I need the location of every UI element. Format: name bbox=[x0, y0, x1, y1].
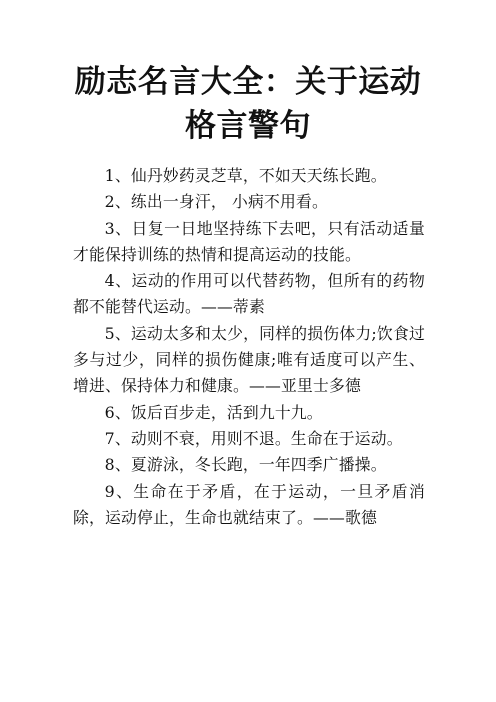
quote-item-8: 8、夏游泳，冬长跑，一年四季广播操。 bbox=[104, 455, 387, 475]
quote-item-2: 2、练出一身汗， 小病不用看。 bbox=[104, 192, 329, 212]
page-title: 励志名言大全：关于运动格言警句 bbox=[74, 64, 422, 144]
quote-list bbox=[73, 163, 425, 531]
quote-item-1: 1、仙丹妙药灵芝草，不如天天练长跑。 bbox=[104, 166, 387, 185]
quote-item-7: 7、动则不衰，用则不退。生命在于运动。 bbox=[104, 428, 403, 448]
quote-item-6: 6、饭后百步走，活到九十九。 bbox=[104, 402, 323, 422]
quote-item-5: 5、运动太多和太少，同样的损伤体力;饮食过多与过少，同样的损伤健康;唯有适度可以产生、增进、保持体力和健康。——亚里士多德 bbox=[73, 323, 425, 396]
quote-item-4: 4、运动的作用可以代替药物，但所有的药物都不能替代运动。——蒂素 bbox=[73, 271, 425, 317]
quote-item-3: 3、日复一日地坚持练下去吧，只有活动适量才能保持训练的热情和提高运动的技能。 bbox=[73, 218, 425, 264]
quote-item-9: 9、生命在于矛盾，在于运动，一旦矛盾消除，运动停止，生命也就结束了。——歌德 bbox=[73, 481, 425, 527]
